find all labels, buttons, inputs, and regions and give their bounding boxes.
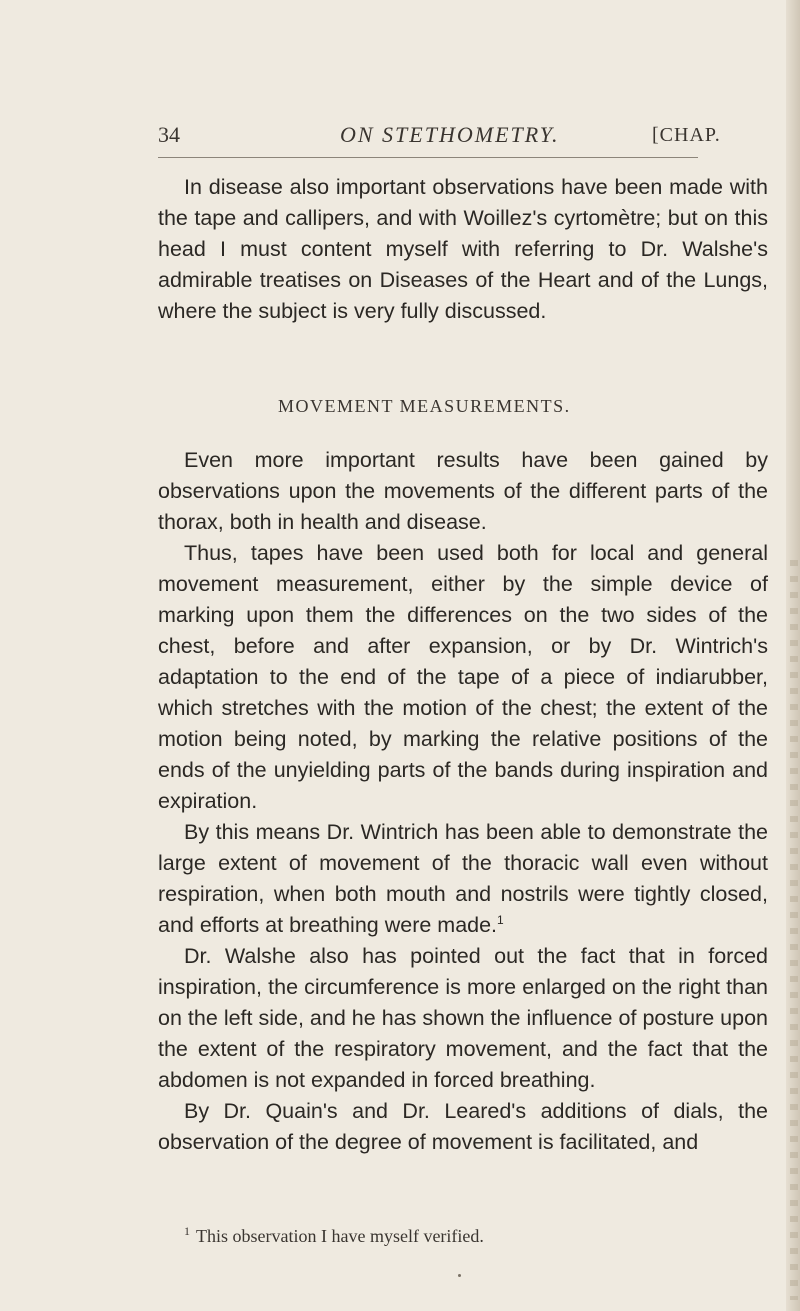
footnote-text: This observation I have myself verified. bbox=[196, 1226, 484, 1246]
paragraph-dials: By Dr. Quain's and Dr. Leared's additions of dials, the observation of the degree of movement is facilitated, and bbox=[158, 1099, 768, 1154]
intro-paragraph: In disease also important observations have been made with the tape and callipers, and with Woillez's cyrtomètre; but on this head I must content myself with referring to Dr. Walshe's admirable treatises on Diseases of the Heart and of the Lungs, where the subject is very fully discussed. bbox=[158, 175, 768, 323]
header-rule bbox=[158, 157, 698, 158]
running-title: ON STETHOMETRY. bbox=[340, 122, 560, 147]
footnote bbox=[184, 1224, 744, 1247]
paragraph-wintrich-text: By this means Dr. Wintrich has been able to demonstrate the large extent of movement of the thoracic wall even without respiration, when both mouth and nostrils were tightly closed, and efforts at breathing were made. bbox=[158, 820, 768, 937]
page-speck bbox=[458, 1274, 461, 1277]
page-number: 34 bbox=[158, 122, 180, 147]
body-text bbox=[158, 445, 768, 1158]
footnote-marker: 1 bbox=[184, 1224, 190, 1238]
paragraph-tapes: Thus, tapes have been used both for local and general movement measurement, either by the simple device of marking upon them the differences on the two sides of the chest, before and after expansion, or by Dr. Wintrich's adaptation to the end of the tape of a piece of indiarubber, which stretches with the motion of the chest; the extent of the motion being noted, by marking the relative positions of the ends of the unyielding parts of the bands during inspiration and expiration. bbox=[158, 541, 768, 813]
page-edge bbox=[786, 0, 800, 1311]
paragraph-wintrich bbox=[158, 817, 768, 941]
intro-text bbox=[158, 172, 768, 327]
footnote-reference: 1 bbox=[497, 912, 504, 927]
page-edge-marks bbox=[790, 560, 798, 1300]
running-head bbox=[158, 122, 768, 158]
paragraph-observations: Even more important results have been gained by observations upon the movements of the different parts of the thorax, both in health and disease. bbox=[158, 448, 768, 534]
section-heading: MOVEMENT MEASUREMENTS. bbox=[278, 396, 571, 416]
paragraph-walshe: Dr. Walshe also has pointed out the fact that in forced inspiration, the circumference is more enlarged on the right than on the left side, and he has shown the influence of posture upon the extent of the respiratory movement, and the fact that the abdomen is not expanded in forced breathing. bbox=[158, 944, 768, 1092]
chapter-marker: [CHAP. bbox=[652, 124, 721, 146]
